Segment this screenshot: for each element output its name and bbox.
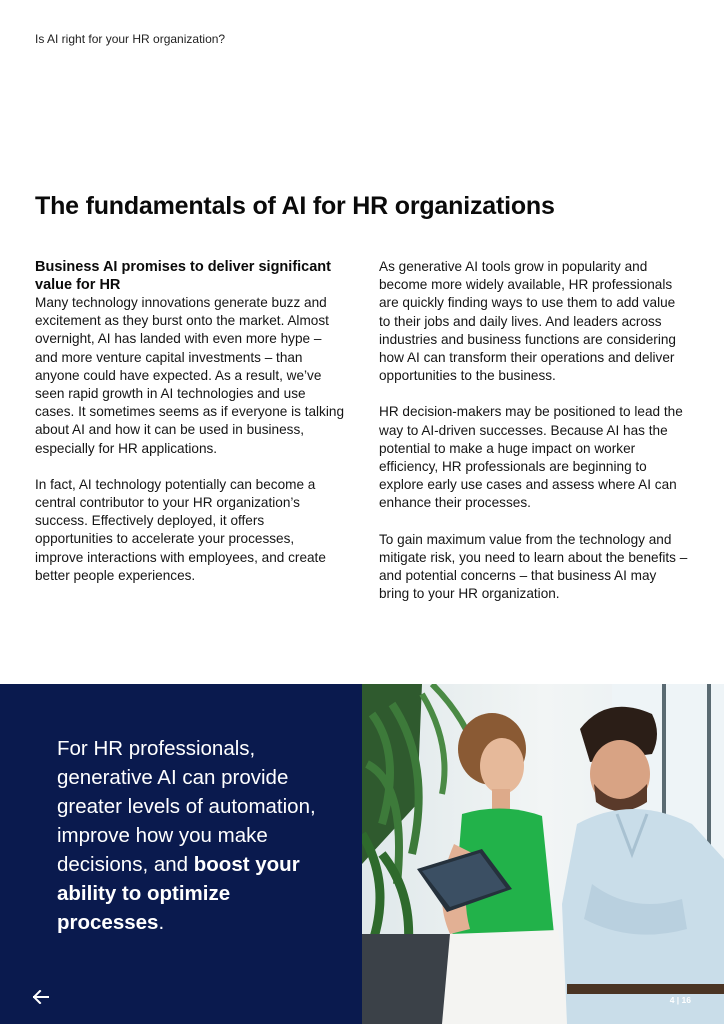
- running-header: Is AI right for your HR organization?: [35, 32, 226, 46]
- page-title: The fundamentals of AI for HR organizations: [35, 192, 555, 220]
- pull-quote-emphasis: boost your ability to optimize processes: [57, 853, 300, 934]
- page-number: 4 | 16: [669, 995, 691, 1005]
- quote-panel: [0, 684, 362, 1024]
- quote-banner: [0, 684, 724, 1024]
- right-column: [379, 258, 689, 621]
- body-paragraph: Many technology innovations generate buzz and excitement as they burst onto the market. Almost overnight, AI has landed with even more hype – and more venture capital investments – than anyone could have expected. As a result, we’ve seen rapid growth in AI technologies and use cases. It sometimes seems as if everyone is talking about AI and how it can be used in business, especially for HR applications.: [35, 295, 344, 456]
- pull-quote-text: For HR professionals, generative AI can provide greater levels of automation, improve how you make decisions, and: [57, 737, 316, 876]
- section-subheading: Business AI promises to deliver significant value for HR: [35, 259, 331, 293]
- left-column: [35, 258, 345, 603]
- body-paragraph: As generative AI tools grow in popularity and become more widely available, HR professionals are quickly finding ways to use them to add value to their jobs and daily lives. And leaders across industries and business functions are considering how AI can transform their operations and deliver opportunities to the business.: [379, 259, 676, 384]
- office-photo: [362, 684, 724, 1024]
- arrow-left-icon[interactable]: [33, 990, 49, 1004]
- body-paragraph: HR decision-makers may be positioned to lead the way to AI-driven successes. Because AI has the potential to make a huge impact on worker efficiency, HR professionals are beginning to explore early use cases and assess where AI can enhance their processes.: [379, 404, 683, 511]
- pull-quote: [57, 734, 342, 937]
- body-paragraph: To gain maximum value from the technology and mitigate risk, you need to learn about the benefits – and potential concerns – that business AI may bring to your HR organization.: [379, 531, 688, 602]
- body-paragraph: In fact, AI technology potentially can become a central contributor to your HR organization’s success. Effectively deployed, it offers opportunities to accelerate your processes, improve interactions with employees, and create better people experiences.: [35, 476, 326, 583]
- pull-quote-end: .: [158, 911, 165, 934]
